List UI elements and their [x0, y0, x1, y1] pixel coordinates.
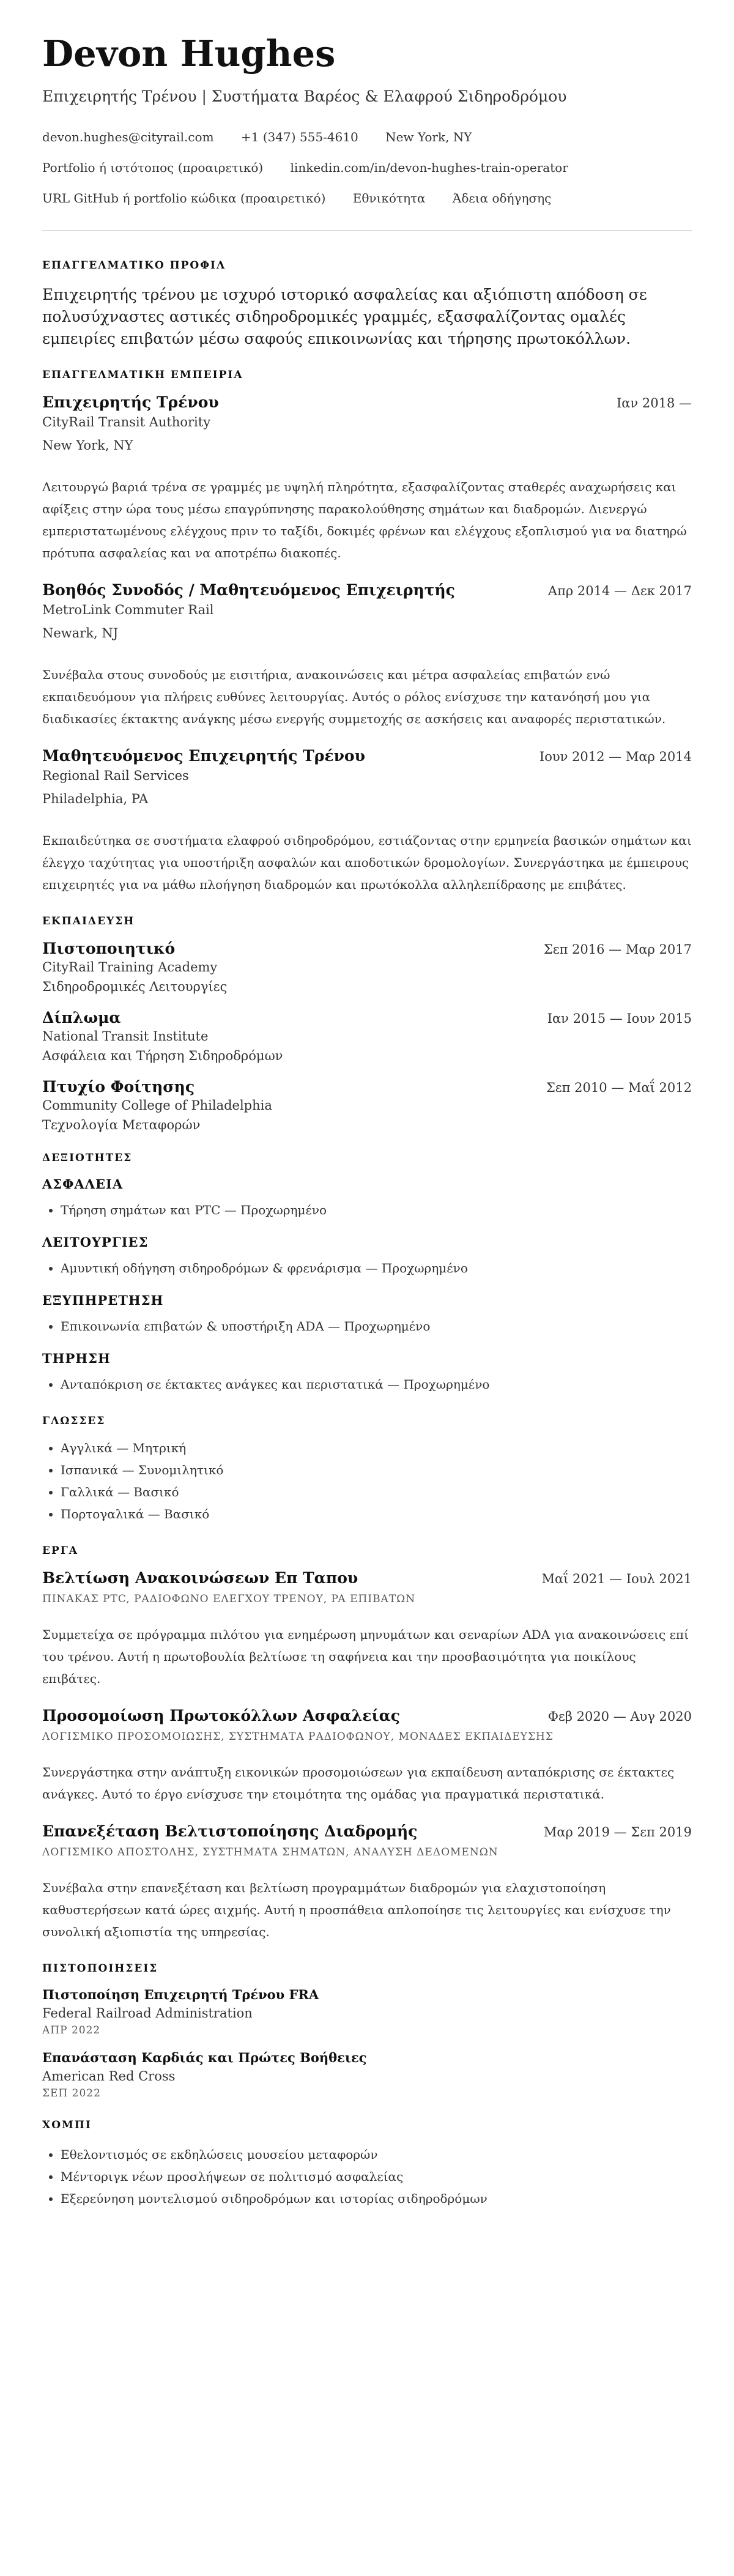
contact-location: New York, NY: [385, 130, 472, 144]
skill-category: ΑΣΦΑΛΕΙΑ: [42, 1176, 124, 1192]
profile-heading: ΕΠΑΓΓΕΛΜΑΤΙΚΟ ΠΡΟΦΙΛ: [42, 259, 226, 272]
skill-item: • Ανταπόκριση σε έκτακτες ανάγκες και περιστατικά — Προχωρημένο: [61, 1373, 692, 1395]
certifications-section: [42, 1962, 692, 2099]
candidate-headline: Επιχειρητής Τρένου | Συστήματα Βαρέος & Ελαφρού Σιδηροδρόμου: [42, 87, 567, 105]
job-title: Μαθητευόμενος Επιχειρητής Τρένου: [42, 747, 365, 765]
contact-row-3: [42, 188, 692, 208]
education-entry: [42, 940, 692, 994]
certifications-heading: ΠΙΣΤΟΠΟΙΗΣΕΙΣ: [42, 1962, 158, 1975]
project-tech: ΠΙΝΑΚΑΣ PTC, ΡΑΔΙΟΦΩΝΟ ΕΛΕΓΧΟΥ ΤΡΕΝΟΥ, PA ΕΠΙΒΑΤΩΝ: [42, 1593, 416, 1606]
profile-section: [42, 259, 692, 349]
certification-entry: [42, 1987, 692, 2036]
degree-title: Δίπλωμα: [42, 1009, 121, 1027]
profile-text: Επιχειρητής τρένου με ισχυρό ιστορικό ασφαλείας και αξιόπιστη απόδοση σε πολυσύχναστες αστικές σιδηροδρομικές γραμμές, εξασφαλίζοντας ομαλές εμπειρίες επιβατών μέσω σαφούς επικοινωνίας και τήρησης πρωτοκόλλων.: [42, 286, 647, 347]
certification-date: ΣΕΠ 2022: [42, 2087, 101, 2100]
skill-group: [42, 1176, 692, 1221]
experience-heading: ΕΠΑΓΓΕΛΜΑΤΙΚΗ ΕΜΠΕΙΡΙΑ: [42, 369, 243, 382]
job-employer: CityRail Transit Authority: [42, 415, 211, 430]
certification-title: Επανάσταση Καρδιάς και Πρώτες Βοήθειες: [42, 2050, 367, 2066]
job-description: Λειτουργώ βαριά τρένα σε γραμμές με υψηλή πληρότητα, εξασφαλίζοντας σταθερές αναχωρήσεις και αφίξεις στην ώρα τους μέσω επαγρύπνησης παρακολούθησης σημάτων και διαδρομών. Διενεργώ εμπεριστατωμένους ελέγχους πριν το ταξίδι, δοκιμές φρένων και ελέγχους εξοπλισμού για να διατηρώ πρότυπα ασφαλείας και να αποτρέπω διακοπές.: [42, 480, 687, 561]
job-location: Newark, NJ: [42, 626, 119, 641]
skill-group: [42, 1234, 692, 1279]
project-description: Συνέβαλα στην επανεξέταση και βελτίωση προγραμμάτων διαδρομών για ελαχιστοποίηση καθυστερήσεων κατά ώρες αιχμής. Αυτή η προσπάθεια απλοποίησε τις λειτουργίες και ενίσχυσε την συνολική αξιοπιστία της υπηρεσίας.: [42, 1880, 671, 1940]
hobby-item: • Εξερεύνηση μοντελισμού σιδηροδρόμων και ιστορίας σιδηροδρόμων: [61, 2188, 692, 2210]
languages-heading: ΓΛΩΣΣΕΣ: [42, 1415, 106, 1428]
project-tech: ΛΟΓΙΣΜΙΚΟ ΠΡΟΣΟΜΟΙΩΣΗΣ, ΣΥΣΤΗΜΑΤΑ ΡΑΔΙΟΦΩΝΟΥ, ΜΟΝΑΔΕΣ ΕΚΠΑΙΔΕΥΣΗΣ: [42, 1731, 554, 1743]
skill-item: • Αμυντική οδήγηση σιδηροδρόμων & φρενάρισμα — Προχωρημένο: [61, 1257, 692, 1279]
job-description: Συνέβαλα στους συνοδούς με εισιτήρια, ανακοινώσεις και μέτρα ασφαλείας επιβατών ενώ εκπαιδευόμουν για πλήρεις ευθύνες λειτουργίας. Αυτός ο ρόλος ενίσχυσε την κατανόησή μου για διαδικασίες έκτακτης ανάγκης μέσω ενεργής συμμετοχής σε ασκήσεις και αναφορές περιστατικών.: [42, 667, 666, 727]
hobbies-section: [42, 2119, 692, 2210]
hobby-item: • Εθελοντισμός σε εκδηλώσεις μουσείου μεταφορών: [61, 2144, 692, 2166]
contact-email[interactable]: devon.hughes@cityrail.com: [42, 130, 214, 144]
job-location: Philadelphia, PA: [42, 792, 149, 807]
certification-date: ΑΠΡ 2022: [42, 2024, 101, 2037]
header-divider: [42, 230, 692, 231]
language-item: • Αγγλικά — Μητρική: [61, 1437, 692, 1459]
language-item: • Πορτογαλικά — Βασικό: [61, 1503, 692, 1525]
contact-linkedin[interactable]: linkedin.com/in/devon-hughes-train-operator: [290, 160, 568, 175]
degree-field: Ασφάλεια και Τήρηση Σιδηροδρόμων: [42, 1049, 283, 1064]
project-tech: ΛΟΓΙΣΜΙΚΟ ΑΠΟΣΤΟΛΗΣ, ΣΥΣΤΗΜΑΤΑ ΣΗΜΑΤΩΝ, ΑΝΑΛΥΣΗ ΔΕΔΟΜΕΝΩΝ: [42, 1846, 499, 1859]
certification-title: Πιστοποίηση Επιχειρητή Τρένου FRA: [42, 1987, 319, 2003]
degree-field: Τεχνολογία Μεταφορών: [42, 1118, 201, 1133]
project-entry: [42, 1569, 692, 1690]
project-description: Συνεργάστηκα στην ανάπτυξη εικονικών προσομοιώσεων για εκπαίδευση ανταπόκρισης σε έκτακτες ανάγκες. Αυτό το έργο ενίσχυσε την ετοιμότητα της ομάδας για πραγματικά περιστατικά.: [42, 1765, 675, 1802]
skills-heading: ΔΕΞΙΟΤΗΤΕΣ: [42, 1152, 133, 1165]
certification-issuer: Federal Railroad Administration: [42, 2006, 253, 2021]
hobbies-heading: ΧΟΜΠΙ: [42, 2119, 92, 2132]
education-entry: [42, 1009, 692, 1063]
hobby-item: • Μέντοριγκ νέων προσλήψεων σε πολιτισμό ασφαλείας: [61, 2166, 692, 2188]
experience-entry: [42, 393, 692, 564]
contact-row-2: [42, 158, 692, 177]
language-item: • Ισπανικά — Συνομιλητικό: [61, 1459, 692, 1481]
project-title: Επανεξέταση Βελτιστοποίησης Διαδρομής: [42, 1822, 418, 1841]
contact-github[interactable]: URL GitHub ή portfolio κώδικα (προαιρετικό): [42, 191, 326, 206]
skill-category: ΛΕΙΤΟΥΡΓΙΕΣ: [42, 1234, 149, 1250]
degree-title: Πιστοποιητικό: [42, 940, 176, 958]
hobbies-list: [42, 2144, 692, 2210]
job-dates: Ιουν 2012 — Μαρ 2014: [539, 749, 692, 765]
project-dates: Φεβ 2020 — Αυγ 2020: [547, 1709, 692, 1724]
job-dates: Απρ 2014 — Δεκ 2017: [547, 584, 692, 599]
project-title: Βελτίωση Ανακοινώσεων Επ Ταπου: [42, 1569, 358, 1587]
skill-item: • Τήρηση σημάτων και PTC — Προχωρημένο: [61, 1199, 692, 1221]
degree-dates: Ιαν 2015 — Ιουν 2015: [547, 1011, 692, 1026]
job-dates: Ιαν 2018 —: [616, 396, 692, 411]
skill-category: ΤΗΡΗΣΗ: [42, 1351, 111, 1367]
school-name: Community College of Philadelphia: [42, 1098, 272, 1113]
certification-issuer: American Red Cross: [42, 2069, 176, 2084]
education-entry: [42, 1078, 692, 1132]
project-description: Συμμετείχα σε πρόγραμμα πιλότου για ενημέρωση μηνυμάτων και σεναρίων ADA για ανακοινώσεις επί του τρένου. Αυτή η πρωτοβουλία βελτίωσε τη σαφήνεια και την προσβασιμότητα για ποικίλους επιβάτες.: [42, 1627, 689, 1687]
skill-group: [42, 1293, 692, 1337]
contact-driving-license: Άδεια οδήγησης: [452, 191, 552, 206]
job-description: Εκπαιδεύτηκα σε συστήματα ελαφρού σιδηροδρόμου, εστιάζοντας στην ερμηνεία βασικών σημάτων και έλεγχο ταχύτητας για υποστήριξη ασφαλών και αποδοτικών δρομολογίων. Συνεργάστηκα με έμπειρους επιχειρητές για να μάθω πλοήγηση διαδρομών και πρωτόκολλα αλληλεπίδρασης με επιβάτες.: [42, 833, 692, 893]
experience-entry: [42, 581, 692, 730]
job-title: Επιχειρητής Τρένου: [42, 393, 219, 412]
project-entry: [42, 1822, 692, 1943]
degree-title: Πτυχίο Φοίτησης: [42, 1078, 195, 1096]
degree-field: Σιδηροδρομικές Λειτουργίες: [42, 979, 228, 995]
contact-portfolio[interactable]: Portfolio ή ιστότοπος (προαιρετικό): [42, 160, 264, 175]
certification-entry: [42, 2050, 692, 2099]
degree-dates: Σεπ 2016 — Μαρ 2017: [543, 942, 692, 957]
job-title: Βοηθός Συνοδός / Μαθητευόμενος Επιχειρητής: [42, 581, 455, 599]
languages-list: [42, 1437, 692, 1525]
experience-entry: [42, 747, 692, 896]
contact-row-1: [42, 127, 692, 147]
job-employer: MetroLink Commuter Rail: [42, 603, 214, 618]
language-item: • Γαλλικά — Βασικό: [61, 1481, 692, 1503]
school-name: National Transit Institute: [42, 1029, 209, 1044]
skills-section: [42, 1152, 692, 1525]
skill-group: [42, 1351, 692, 1395]
candidate-name: Devon Hughes: [42, 32, 336, 75]
project-dates: Μαρ 2019 — Σεπ 2019: [543, 1825, 692, 1840]
job-location: New York, NY: [42, 438, 133, 453]
job-employer: Regional Rail Services: [42, 768, 189, 784]
project-title: Προσομοίωση Πρωτοκόλλων Ασφαλείας: [42, 1707, 401, 1725]
education-heading: ΕΚΠΑΙΔΕΥΣΗ: [42, 915, 135, 928]
school-name: CityRail Training Academy: [42, 960, 218, 975]
degree-dates: Σεπ 2010 — Μαΐ 2012: [546, 1080, 692, 1096]
experience-section: [42, 369, 692, 896]
project-dates: Μαΐ 2021 — Ιουλ 2021: [541, 1572, 692, 1587]
contact-phone[interactable]: +1 (347) 555-4610: [240, 130, 358, 144]
project-entry: [42, 1707, 692, 1805]
skill-item: • Επικοινωνία επιβατών & υποστήριξη ADA — Προχωρημένο: [61, 1315, 692, 1337]
projects-heading: ΕΡΓΑ: [42, 1545, 78, 1557]
projects-section: [42, 1545, 692, 1943]
contact-nationality: Εθνικότητα: [352, 191, 426, 206]
skill-category: ΕΞΥΠΗΡΕΤΗΣΗ: [42, 1293, 164, 1308]
resume-header: [42, 32, 692, 208]
education-section: [42, 915, 692, 1132]
